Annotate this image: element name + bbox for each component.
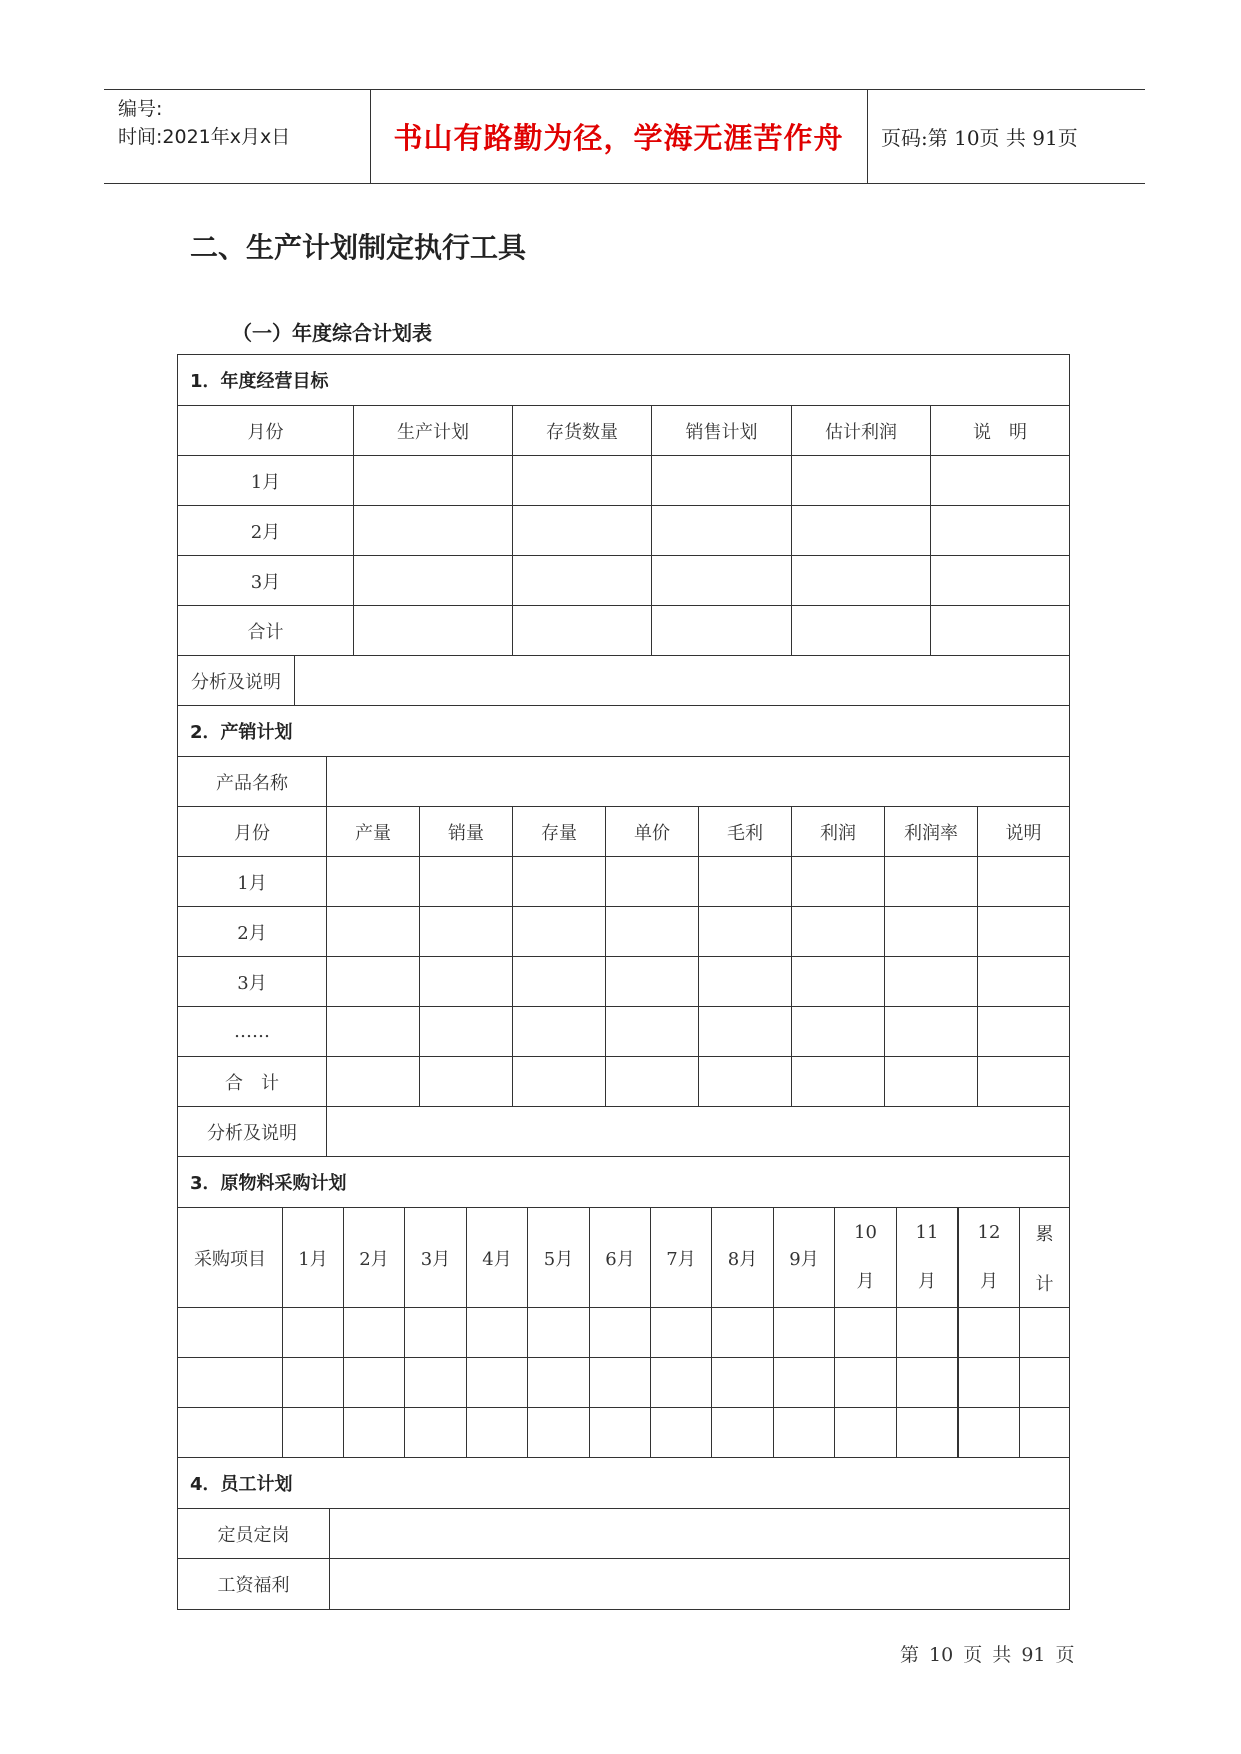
- part1-analysis-label: 分析及说明: [178, 656, 295, 705]
- table-cell[interactable]: [651, 1358, 712, 1407]
- part2-title: 2．产销计划: [190, 722, 293, 743]
- table-cell[interactable]: [606, 1057, 699, 1106]
- table-cell[interactable]: [792, 907, 885, 956]
- table-cell[interactable]: [420, 907, 513, 956]
- table-cell[interactable]: [699, 1007, 792, 1056]
- part1-header-notes: 说 明: [973, 421, 1027, 443]
- part3-title: 3．原物料采购计划: [190, 1173, 347, 1194]
- part3-header-top: 累: [1035, 1223, 1054, 1245]
- table-cell[interactable]: [958, 1408, 1020, 1457]
- table-cell[interactable]: [712, 1308, 774, 1357]
- part2-row-label: ……: [178, 1007, 327, 1056]
- table-row: [178, 1358, 1069, 1408]
- table-cell[interactable]: [344, 1358, 405, 1407]
- table-row: [178, 506, 1069, 556]
- table-cell[interactable]: [513, 907, 606, 956]
- table-cell[interactable]: [792, 857, 885, 906]
- table-cell[interactable]: [327, 957, 420, 1006]
- part4-title-row: [178, 1458, 1069, 1509]
- table-cell[interactable]: [931, 456, 1069, 505]
- part3-header-total-split: [1020, 1208, 1069, 1307]
- part3-header-top: 11: [915, 1222, 939, 1243]
- table-cell[interactable]: [835, 1408, 897, 1457]
- table-cell[interactable]: [420, 1007, 513, 1056]
- table-cell[interactable]: [467, 1358, 528, 1407]
- table-cell[interactable]: [420, 857, 513, 906]
- table-cell[interactable]: [528, 1358, 590, 1407]
- table-cell[interactable]: [606, 957, 699, 1006]
- table-cell[interactable]: [590, 1358, 651, 1407]
- header-motto-cell: [370, 90, 868, 183]
- table-cell[interactable]: [513, 1007, 606, 1056]
- part2-product-field[interactable]: [327, 757, 1069, 806]
- table-cell[interactable]: [178, 1408, 283, 1457]
- part1-header-month: 月份: [178, 406, 354, 455]
- table-cell[interactable]: [774, 1408, 835, 1457]
- part1-analysis-field[interactable]: [295, 656, 1069, 705]
- table-cell[interactable]: [699, 907, 792, 956]
- table-cell[interactable]: [178, 1358, 283, 1407]
- part2-header-gross: 毛利: [699, 807, 792, 856]
- header-meta: [104, 90, 371, 183]
- table-cell[interactable]: [885, 857, 978, 906]
- part1-header-profit: 估计利润: [792, 406, 931, 455]
- table-cell[interactable]: [405, 1308, 467, 1357]
- part2-row-label: 合 计: [178, 1057, 327, 1106]
- table-cell[interactable]: [885, 1007, 978, 1056]
- part1-row-label: 合计: [178, 606, 354, 655]
- table-cell[interactable]: [958, 1308, 1020, 1357]
- table-cell[interactable]: [978, 957, 1069, 1006]
- table-cell[interactable]: [931, 606, 1069, 655]
- part3-header-month-split: [958, 1208, 1020, 1307]
- table-cell[interactable]: [652, 556, 792, 605]
- part3-header-month: 9月: [774, 1208, 835, 1307]
- header-motto: 书山有路勤为径，学海无涯苦作舟: [393, 121, 844, 155]
- part1-row-label: 3月: [178, 556, 354, 605]
- table-cell[interactable]: [651, 1408, 712, 1457]
- table-cell[interactable]: [327, 1007, 420, 1056]
- part3-header-month: 3月: [405, 1208, 467, 1307]
- header-page-cell: [867, 90, 1145, 183]
- table-row: [178, 1007, 1069, 1057]
- table-cell[interactable]: [405, 1408, 467, 1457]
- table-cell[interactable]: [513, 1057, 606, 1106]
- table-cell[interactable]: [885, 907, 978, 956]
- table-cell[interactable]: [467, 1408, 528, 1457]
- table-cell[interactable]: [774, 1308, 835, 1357]
- part4-title: 4．员工计划: [190, 1474, 293, 1495]
- table-cell[interactable]: [344, 1308, 405, 1357]
- document-time-label: 时间:2021年x月x日: [118, 126, 291, 148]
- part3-header-month: 5月: [528, 1208, 590, 1307]
- table-cell[interactable]: [354, 456, 513, 505]
- table-row: [178, 556, 1069, 606]
- table-row: [178, 1408, 1069, 1458]
- part2-header-output: 产量: [327, 807, 420, 856]
- table-row: [178, 1057, 1069, 1107]
- table-cell[interactable]: [420, 957, 513, 1006]
- part2-row-label: 3月: [178, 957, 327, 1006]
- part3-title-row: [178, 1157, 1069, 1208]
- part4-field[interactable]: [330, 1509, 1069, 1558]
- table-cell[interactable]: [513, 556, 652, 605]
- table-cell[interactable]: [283, 1308, 344, 1357]
- table-cell[interactable]: [606, 857, 699, 906]
- part3-header-month: 2月: [344, 1208, 405, 1307]
- part3-header-month: 6月: [590, 1208, 651, 1307]
- table-cell[interactable]: [699, 857, 792, 906]
- part3-header-row: [178, 1208, 1069, 1308]
- part3-header-month: 1月: [283, 1208, 344, 1307]
- table-row: [178, 1308, 1069, 1358]
- part2-analysis-field[interactable]: [327, 1107, 1069, 1156]
- table-cell[interactable]: [652, 456, 792, 505]
- table-cell[interactable]: [1020, 1408, 1069, 1457]
- table-cell[interactable]: [792, 506, 931, 555]
- table-cell[interactable]: [467, 1308, 528, 1357]
- table-cell[interactable]: [651, 1308, 712, 1357]
- table-row: [178, 857, 1069, 907]
- table-cell[interactable]: [712, 1358, 774, 1407]
- part2-product-label: 产品名称: [178, 757, 327, 806]
- part1-title-row: [178, 355, 1069, 406]
- table-cell[interactable]: [420, 1057, 513, 1106]
- part2-header-month: 月份: [178, 807, 327, 856]
- table-cell[interactable]: [283, 1408, 344, 1457]
- part2-analysis-label: 分析及说明: [178, 1107, 327, 1156]
- table-cell[interactable]: [792, 606, 931, 655]
- table-cell[interactable]: [405, 1358, 467, 1407]
- table-cell[interactable]: [344, 1408, 405, 1457]
- subsection-title: （一）年度综合计划表: [232, 321, 432, 345]
- table-cell[interactable]: [958, 1358, 1020, 1407]
- annual-plan-form: [177, 354, 1070, 1610]
- part2-analysis-row: [178, 1107, 1069, 1157]
- table-row: [178, 907, 1069, 957]
- part1-header-sales: 销售计划: [652, 406, 792, 455]
- table-cell[interactable]: [978, 857, 1069, 906]
- part1-row-label: 1月: [178, 456, 354, 505]
- table-cell[interactable]: [885, 1057, 978, 1106]
- table-cell[interactable]: [354, 606, 513, 655]
- table-cell[interactable]: [792, 957, 885, 1006]
- table-cell[interactable]: [327, 1057, 420, 1106]
- page-footer: 第 10 页 共 91 页: [900, 1644, 1075, 1666]
- table-cell[interactable]: [792, 1057, 885, 1106]
- table-cell[interactable]: [606, 1007, 699, 1056]
- table-cell[interactable]: [528, 1408, 590, 1457]
- table-cell[interactable]: [354, 556, 513, 605]
- table-cell[interactable]: [1020, 1358, 1069, 1407]
- document-header: [104, 89, 1145, 184]
- part3-header-month-split: [897, 1208, 958, 1307]
- part1-header-inventory: 存货数量: [513, 406, 652, 455]
- table-cell[interactable]: [590, 1308, 651, 1357]
- section-title: 二、生产计划制定执行工具: [190, 231, 527, 264]
- table-cell[interactable]: [513, 606, 652, 655]
- part3-header-bottom: 计: [1035, 1273, 1054, 1295]
- table-cell[interactable]: [178, 1308, 283, 1357]
- table-cell[interactable]: [897, 1358, 958, 1407]
- part1-analysis-row: [178, 656, 1069, 706]
- header-page-info: 页码:第 10页 共 91页: [881, 126, 1078, 150]
- table-cell[interactable]: [327, 857, 420, 906]
- part2-header-unit-price: 单价: [606, 807, 699, 856]
- table-cell[interactable]: [1020, 1308, 1069, 1357]
- part1-row-label: 2月: [178, 506, 354, 555]
- table-row: [178, 957, 1069, 1007]
- part2-title-row: [178, 706, 1069, 757]
- part4-row-label: 定员定岗: [178, 1509, 330, 1558]
- table-cell[interactable]: [712, 1408, 774, 1457]
- table-cell[interactable]: [652, 606, 792, 655]
- table-cell[interactable]: [354, 506, 513, 555]
- part2-header-stock: 存量: [513, 807, 606, 856]
- part3-header-month-split: [835, 1208, 897, 1307]
- table-cell[interactable]: [513, 506, 652, 555]
- part4-row: [178, 1559, 1069, 1609]
- part4-row: [178, 1509, 1069, 1559]
- document-number-label: 编号:: [118, 98, 163, 120]
- part3-header-bottom: 月: [980, 1271, 998, 1292]
- table-cell[interactable]: [513, 957, 606, 1006]
- table-cell[interactable]: [699, 957, 792, 1006]
- table-cell[interactable]: [699, 1057, 792, 1106]
- part2-header-profit: 利润: [792, 807, 885, 856]
- part2-header-row: [178, 807, 1069, 857]
- table-cell[interactable]: [774, 1358, 835, 1407]
- table-cell[interactable]: [327, 907, 420, 956]
- part1-title: 1．年度经营目标: [190, 371, 329, 392]
- part2-row-label: 2月: [178, 907, 327, 956]
- table-cell[interactable]: [606, 907, 699, 956]
- table-cell[interactable]: [792, 1007, 885, 1056]
- part3-header-item: 采购项目: [178, 1208, 283, 1307]
- part1-header-row: [178, 406, 1069, 456]
- table-cell[interactable]: [978, 1007, 1069, 1056]
- part2-product-row: [178, 757, 1069, 807]
- table-cell[interactable]: [652, 506, 792, 555]
- table-cell[interactable]: [978, 1057, 1069, 1106]
- part3-header-month: 7月: [651, 1208, 712, 1307]
- table-cell[interactable]: [792, 456, 931, 505]
- table-cell[interactable]: [835, 1358, 897, 1407]
- part4-field[interactable]: [330, 1559, 1069, 1609]
- table-cell[interactable]: [897, 1408, 958, 1457]
- table-cell[interactable]: [283, 1358, 344, 1407]
- part2-row-label: 1月: [178, 857, 327, 906]
- part2-header-notes: 说明: [1005, 822, 1042, 844]
- part3-header-month: 8月: [712, 1208, 774, 1307]
- table-cell[interactable]: [513, 857, 606, 906]
- table-cell[interactable]: [931, 556, 1069, 605]
- part3-header-top: 10: [854, 1222, 877, 1243]
- table-cell[interactable]: [835, 1308, 897, 1357]
- part1-header-production: 生产计划: [354, 406, 513, 455]
- table-cell[interactable]: [513, 456, 652, 505]
- table-cell[interactable]: [931, 506, 1069, 555]
- part3-header-month: 4月: [467, 1208, 528, 1307]
- part2-header-margin: 利润率: [885, 807, 978, 856]
- part3-header-top: 12: [977, 1222, 1001, 1243]
- table-cell[interactable]: [590, 1408, 651, 1457]
- part4-row-label: 工资福利: [178, 1559, 330, 1609]
- table-row: [178, 456, 1069, 506]
- table-row: [178, 606, 1069, 656]
- table-cell[interactable]: [885, 957, 978, 1006]
- part3-header-bottom: 月: [856, 1271, 875, 1292]
- table-cell[interactable]: [978, 907, 1069, 956]
- part2-header-sales: 销量: [420, 807, 513, 856]
- table-cell[interactable]: [528, 1308, 590, 1357]
- table-cell[interactable]: [897, 1308, 958, 1357]
- table-cell[interactable]: [792, 556, 931, 605]
- part3-header-bottom: 月: [918, 1271, 936, 1292]
